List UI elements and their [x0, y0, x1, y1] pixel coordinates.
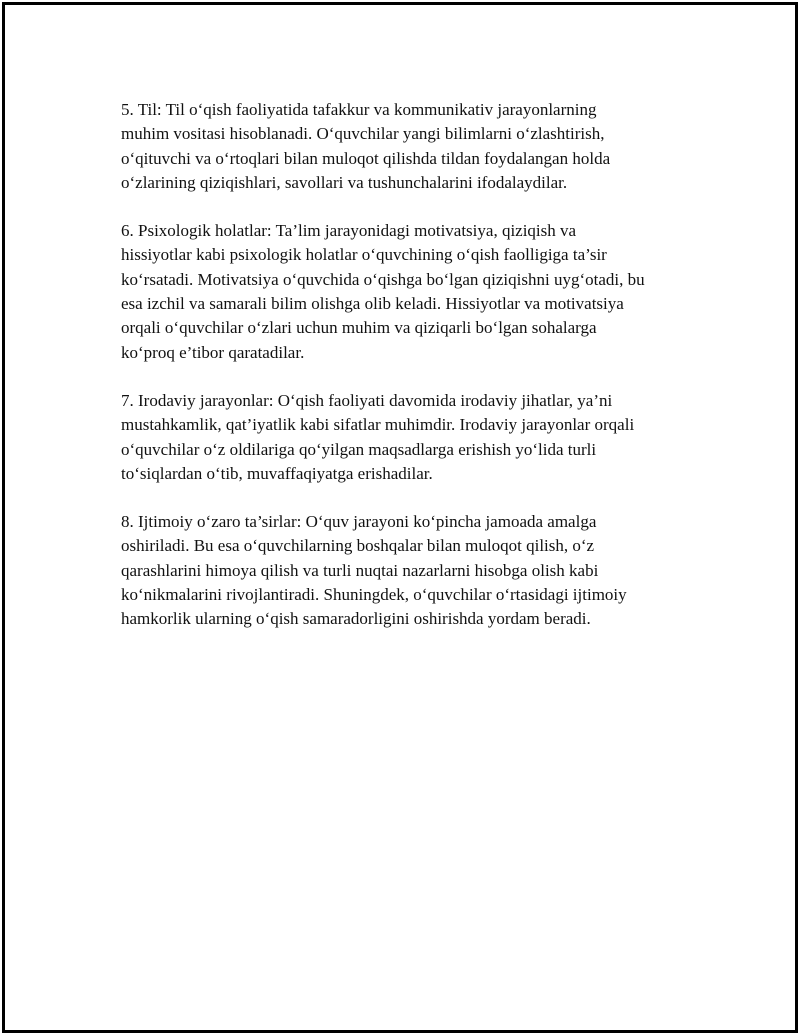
text-line: mustahkamlik, qat’iyatlik kabi sifatlar muhimdir. Irodaviy jarayonlar orqali: [121, 415, 635, 435]
text-line: 6. Psixologik holatlar: Ta’lim jarayonidagi motivatsiya, qiziqish va: [121, 221, 577, 241]
text-line: hamkorlik ularning o‘qish samaradorligini oshirishda yordam beradi.: [121, 609, 591, 629]
text-line: o‘qituvchi va o‘rtoqlari bilan muloqot qilishda tildan foydalangan holda: [121, 148, 611, 168]
text-line: o‘quvchilar o‘z oldilariga qo‘yilgan maqsadlarga erishish yo‘lida turli: [121, 439, 597, 459]
text-line: ko‘proq e’tibor qaratadilar.: [121, 342, 305, 362]
text-line: esa izchil va samarali bilim olishga olib keladi. Hissiyotlar va motivatsiya: [121, 294, 624, 314]
text-line: qarashlarini himoya qilish va turli nuqtai nazarlarni hisobga olish kabi: [121, 560, 599, 580]
text-line: ko‘nikmalarini rivojlantiradi. Shuningdek, o‘quvchilar o‘rtasidagi ijtimoiy: [121, 585, 627, 605]
page-frame: [2, 2, 798, 1033]
text-line: o‘zlarining qiziqishlari, savollari va tushunchalarini ifodalaydilar.: [121, 172, 568, 192]
text-line: 7. Irodaviy jarayonlar: O‘qish faoliyati davomida irodaviy jihatlar, ya’ni: [121, 390, 613, 410]
text-line: muhim vositasi hisoblanadi. O‘quvchilar yangi bilimlarni o‘zlashtirish,: [121, 124, 605, 144]
text-line: hissiyotlar kabi psixologik holatlar o‘quvchining o‘qish faolligiga ta’sir: [121, 245, 607, 265]
text-line: ko‘rsatadi. Motivatsiya o‘quvchida o‘qishga bo‘lgan qiziqishni uyg‘otadi, bu: [121, 269, 645, 289]
text-line: oshiriladi. Bu esa o‘quvchilarning boshqalar bilan muloqot qilish, o‘z: [121, 536, 595, 556]
paragraph-irodaviy-jarayonlar: [121, 389, 711, 486]
document-body: [121, 98, 711, 656]
text-line: orqali o‘quvchilar o‘zlari uchun muhim va qiziqarli bo‘lgan sohalarga: [121, 318, 597, 338]
text-line: to‘siqlardan o‘tib, muvaffaqiyatga erishadilar.: [121, 463, 433, 483]
text-line: 5. Til: Til o‘qish faoliyatida tafakkur va kommunikativ jarayonlarning: [121, 100, 597, 119]
paragraph-psixologik-holatlar: [121, 219, 711, 365]
paragraph-til: [121, 98, 711, 195]
text-line: 8. Ijtimoiy o‘zaro ta’sirlar: O‘quv jarayoni ko‘pincha jamoada amalga: [121, 512, 597, 532]
paragraph-ijtimoiy-tasirlar: [121, 510, 711, 631]
